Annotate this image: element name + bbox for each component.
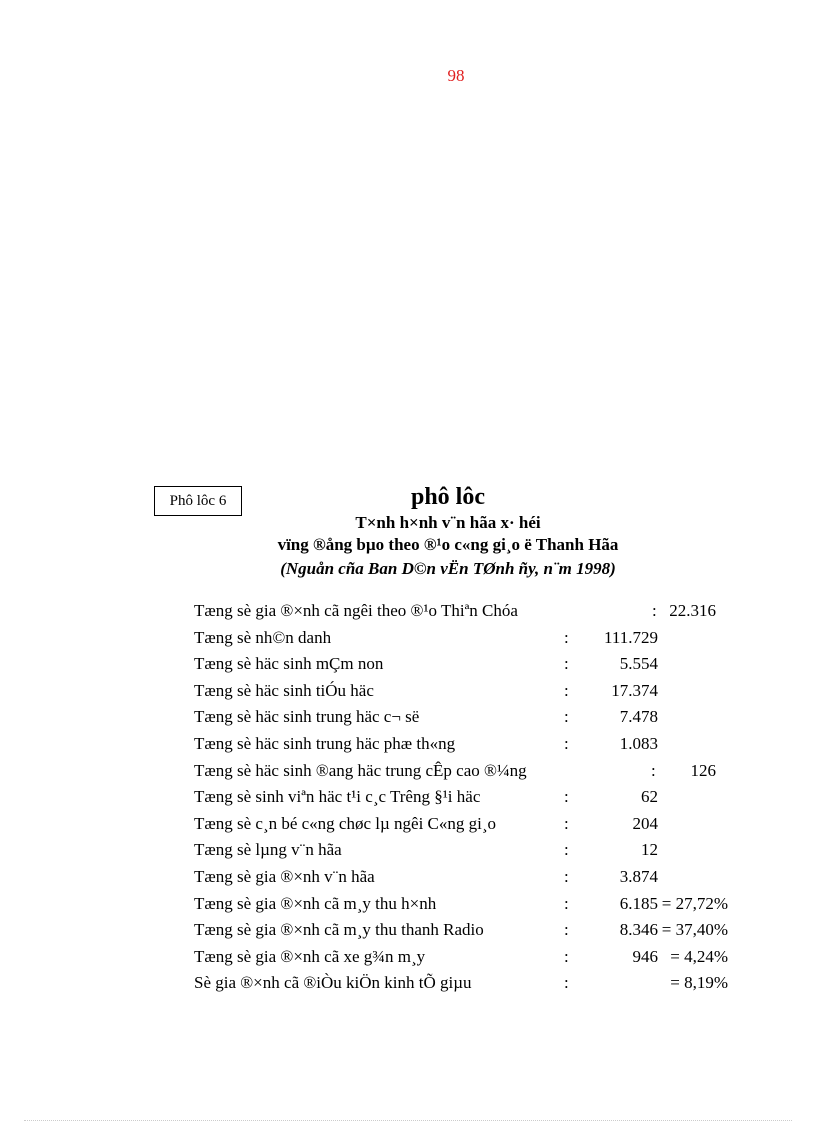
stat-row — [194, 598, 754, 625]
stat-value: 8.346 — [619, 920, 658, 940]
stat-row — [194, 731, 754, 758]
stat-label: Tæng sè gia ®×nh cã m¸y thu h×nh — [194, 893, 437, 913]
stat-value: 17.374 — [611, 680, 658, 700]
stat-row — [194, 704, 754, 731]
title-block — [0, 482, 816, 582]
stat-value: 946 — [632, 946, 658, 966]
stat-label: Tæng sè gia ®×nh cã xe g¾n m¸y — [194, 946, 426, 966]
page-number: 98 — [447, 66, 465, 85]
stat-percentage: = 8,19% — [670, 973, 728, 993]
stat-percentage: = 37,40% — [661, 920, 728, 940]
stat-row — [194, 811, 754, 838]
stat-colon: : — [564, 733, 569, 753]
stat-label: Tæng sè gia ®×nh cã m¸y thu thanh Radio — [194, 920, 484, 940]
stat-colon: : — [651, 760, 656, 780]
stat-row — [194, 758, 754, 785]
stat-row — [194, 891, 754, 918]
stat-label: Tæng sè sinh viªn häc t¹i c¸c Trêng §¹i häc — [194, 787, 481, 807]
stat-row — [194, 678, 754, 705]
stat-label: Sè gia ®×nh cã ®iÒu kiÖn kinh tÕ giµu — [194, 973, 472, 993]
stat-row — [194, 864, 754, 891]
stat-row — [194, 944, 754, 971]
stat-label: Tæng sè c¸n bé c«ng chøc lµ ngêi C«ng gi¸o — [194, 813, 497, 833]
stat-colon: : — [564, 840, 569, 860]
stat-value: 126 — [690, 760, 716, 780]
stat-colon: : — [564, 654, 569, 674]
stat-value: 3.874 — [619, 866, 658, 886]
stat-label: Tæng sè häc sinh ®ang häc trung cÊp cao ®¼ng — [194, 760, 527, 780]
stat-value: 111.729 — [604, 627, 658, 647]
stat-label: Tæng sè gia ®×nh v¨n hãa — [194, 866, 375, 886]
page-title: phô lôc — [410, 484, 485, 510]
stat-colon: : — [564, 946, 569, 966]
stat-colon: : — [564, 973, 569, 993]
stat-percentage: = 4,24% — [670, 946, 728, 966]
appendix-label: Phô lôc 6 — [169, 493, 227, 509]
stat-value: 1.083 — [619, 733, 658, 753]
stat-value: 6.185 — [619, 893, 658, 913]
stat-colon: : — [564, 893, 569, 913]
stat-row — [194, 651, 754, 678]
stat-value: 7.478 — [619, 707, 658, 727]
stat-colon: : — [564, 627, 569, 647]
stat-label: Tæng sè häc sinh trung häc c¬ së — [194, 707, 420, 727]
stat-label: Tæng sè häc sinh mÇm non — [194, 654, 384, 674]
stat-colon: : — [564, 680, 569, 700]
source-note: (Nguån cña Ban D©n vËn TØnh ñy, n¨m 1998) — [280, 559, 616, 578]
subtitle-line-2: vïng ®ång bµo theo ®¹o c«ng gi¸o ë Thanh Hãa — [277, 535, 619, 554]
stat-label: Tæng sè lµng v¨n hãa — [194, 840, 342, 860]
stat-row — [194, 917, 754, 944]
stat-value: 62 — [641, 787, 658, 807]
statistics-list — [194, 598, 754, 997]
stat-colon: : — [564, 920, 569, 940]
stat-value: 22.316 — [669, 601, 716, 620]
stat-label: Tæng sè häc sinh tiÓu häc — [194, 680, 374, 700]
stat-row — [194, 625, 754, 652]
stat-label: Tæng sè nh©n danh — [194, 627, 332, 647]
stat-value: 5.554 — [619, 654, 658, 674]
stat-label: Tæng sè häc sinh trung häc phæ th«ng — [194, 733, 456, 753]
stat-row — [194, 970, 754, 997]
stat-colon: : — [564, 866, 569, 886]
stat-colon: : — [564, 787, 569, 807]
stat-value: 204 — [632, 813, 658, 833]
stat-value: 12 — [641, 840, 658, 860]
stat-row — [194, 784, 754, 811]
stat-colon: : — [652, 601, 657, 620]
stat-colon: : — [564, 813, 569, 833]
page-bottom-border — [24, 1120, 792, 1121]
stat-row — [194, 837, 754, 864]
stat-percentage: = 27,72% — [661, 893, 728, 913]
stat-colon: : — [564, 707, 569, 727]
stat-label: Tæng sè gia ®×nh cã ngêi theo ®¹o Thiªn Chóa — [194, 601, 518, 620]
subtitle-line-1: T×nh h×nh v¨n hãa x· héi — [355, 513, 541, 532]
